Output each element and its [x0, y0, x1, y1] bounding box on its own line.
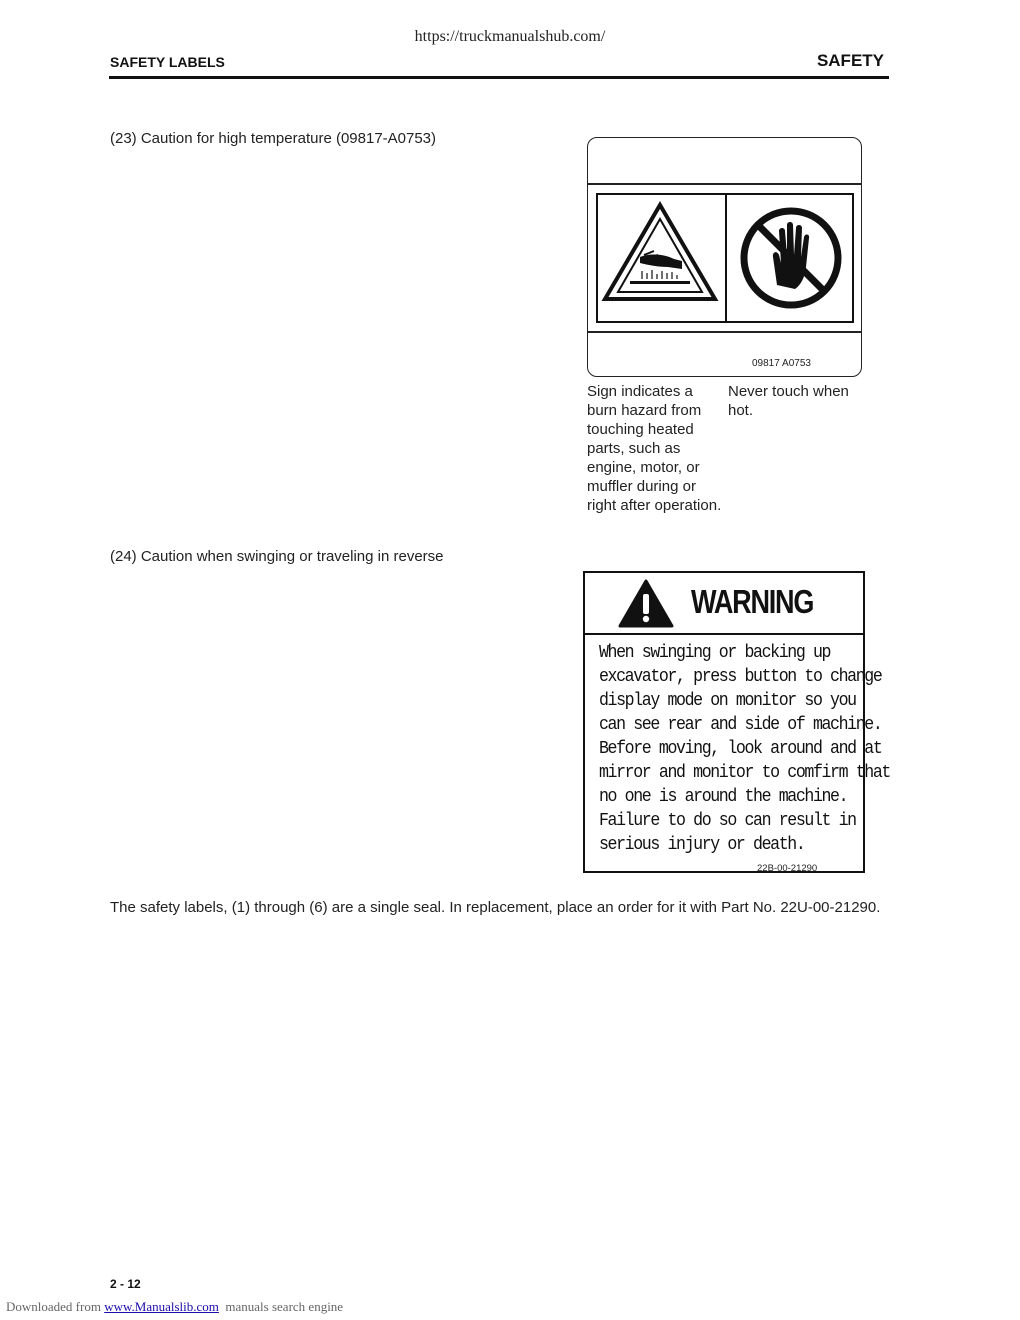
source-url: https://truckmanualshub.com/ [414, 28, 606, 45]
no-touch-description: Never touch when hot. [728, 383, 849, 419]
footer-suffix: manuals search engine [218, 1299, 344, 1314]
section-title: SAFETY LABELS [110, 54, 225, 70]
warning-label [583, 571, 890, 874]
page-number: 2 - 12 [110, 1277, 141, 1291]
burn-hazard-description: Sign indicates a burn hazard from touching heated parts, such as engine, motor, or muffler during or right after operation. [587, 383, 722, 514]
no-touch-hand-icon [727, 195, 855, 321]
footer [6, 1299, 343, 1315]
label-part-code: 09817 A0753 [752, 358, 811, 369]
label-divider-top [588, 183, 861, 185]
caption-item-24: (24) Caution when swinging or traveling in reverse [110, 548, 444, 565]
warning-header [585, 573, 863, 635]
label-divider-bottom [588, 331, 861, 333]
caption-item-23: (23) Caution for high temperature (09817-A0753) [110, 130, 437, 147]
warning-body-text: When swinging or backing up excavator, press button to change display mode on monitor so you can see rear and side of machine. Before moving, look around and at mirror and monitor to comfirm that no one is around the machine. Failure to do so can result in serious injury or death. [599, 643, 890, 855]
warning-triangle-icon [618, 579, 674, 629]
manualslib-link[interactable]: www.Manualslib.com [104, 1299, 219, 1314]
chapter-title: SAFETY [816, 51, 884, 70]
pictogram-panel [596, 193, 854, 323]
replacement-note: The safety labels, (1) through (6) are a single seal. In replacement, place an order for it with Part No. 22U-00-21290. [110, 899, 881, 916]
warning-title: WARNING [691, 583, 814, 620]
warning-part-code: 22B-00-21290 [757, 863, 818, 874]
high-temperature-label [587, 137, 862, 377]
burn-hazard-icon [598, 195, 722, 321]
header-rule [109, 76, 889, 79]
footer-prefix: Downloaded from [6, 1299, 105, 1314]
